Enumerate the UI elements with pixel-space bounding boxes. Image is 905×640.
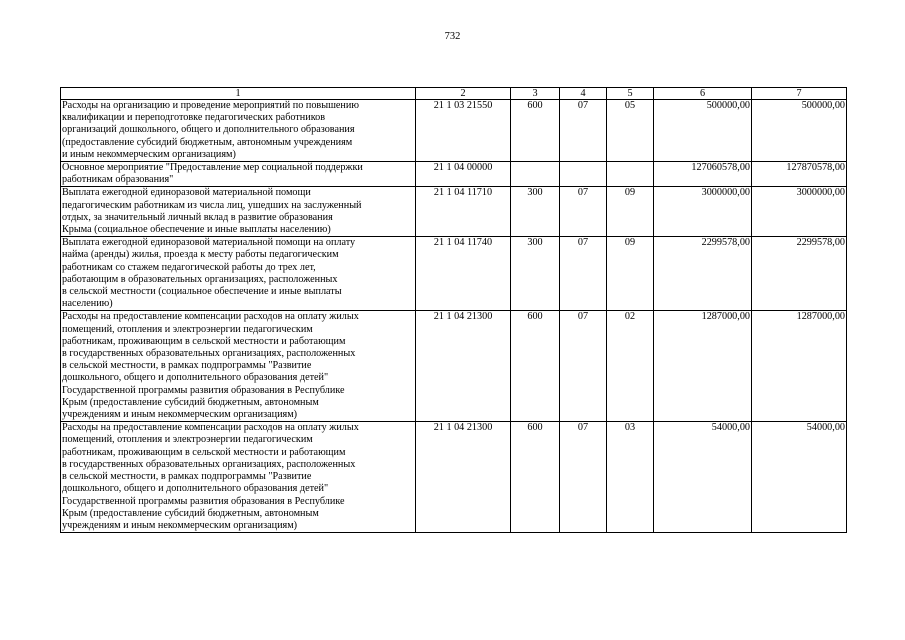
table-row	[61, 187, 847, 237]
row-sum-col6: 54000,00	[654, 422, 752, 533]
row-expense-type	[511, 162, 560, 187]
table-row	[61, 162, 847, 187]
row-sum-col6: 500000,00	[654, 100, 752, 162]
row-subsection: 09	[607, 187, 654, 237]
row-subsection: 02	[607, 311, 654, 422]
header-col-1: 1	[61, 88, 416, 100]
row-sum-col7: 54000,00	[752, 422, 847, 533]
row-sum-col7: 500000,00	[752, 100, 847, 162]
row-expense-type: 300	[511, 237, 560, 311]
row-subsection: 03	[607, 422, 654, 533]
row-sum-col6: 1287000,00	[654, 311, 752, 422]
table-row	[61, 422, 847, 533]
row-sum-col6: 3000000,00	[654, 187, 752, 237]
row-name: Выплата ежегодной единоразовой материальной помощи педагогическим работникам из числа лиц, ушедших на заслуженный отдых, за значительный личный вклад в развитие образования Крыма (социальное обеспечение и иные выплаты населению)	[61, 187, 416, 237]
budget-table	[60, 87, 847, 533]
row-name: Расходы на предоставление компенсации расходов на оплату жилых помещений, отопления и электроэнергии педагогическим работникам, проживающим в сельской местности и работающим в государственных образовательных организациях, расположенных в сельской местности, в рамках подпрограммы "Развитие дошкольного, общего и дополнительного образования детей" Государственной программы развития образования в Республике Крым (предоставление субсидий бюджетным, автономным учреждениям и иным некоммерческим организациям)	[61, 422, 416, 533]
row-code: 21 1 04 21300	[416, 311, 511, 422]
row-sum-col6: 127060578,00	[654, 162, 752, 187]
row-code: 21 1 03 21550	[416, 100, 511, 162]
row-sum-col7: 3000000,00	[752, 187, 847, 237]
header-col-6: 6	[654, 88, 752, 100]
row-expense-type: 600	[511, 311, 560, 422]
row-section: 07	[560, 187, 607, 237]
row-subsection: 05	[607, 100, 654, 162]
header-col-2: 2	[416, 88, 511, 100]
row-code: 21 1 04 21300	[416, 422, 511, 533]
row-code: 21 1 04 11710	[416, 187, 511, 237]
row-name: Расходы на организацию и проведение мероприятий по повышению квалификации и переподготовке педагогических работников организаций дошкольного, общего и дополнительного образования (предоставление субсидий бюджетным, автономным учреждениям и иным некоммерческим организациям)	[61, 100, 416, 162]
row-subsection	[607, 162, 654, 187]
row-section: 07	[560, 100, 607, 162]
header-col-7: 7	[752, 88, 847, 100]
header-row	[61, 88, 847, 100]
header-col-5: 5	[607, 88, 654, 100]
row-subsection: 09	[607, 237, 654, 311]
header-col-3: 3	[511, 88, 560, 100]
row-section: 07	[560, 311, 607, 422]
row-sum-col7: 127870578,00	[752, 162, 847, 187]
row-name: Основное мероприятие "Предоставление мер социальной поддержки работникам образования"	[61, 162, 416, 187]
table-row	[61, 100, 847, 162]
row-section	[560, 162, 607, 187]
row-expense-type: 600	[511, 100, 560, 162]
page-number: 732	[444, 31, 461, 42]
row-sum-col7: 2299578,00	[752, 237, 847, 311]
row-expense-type: 600	[511, 422, 560, 533]
table-row	[61, 311, 847, 422]
row-name: Выплата ежегодной единоразовой материальной помощи на оплату найма (аренды) жилья, проезда к месту работы педагогическим работникам со стажем педагогической работы до трех лет, работающим в образовательных организациях, расположенных в сельской местности (социальное обеспечение и иные выплаты населению)	[61, 237, 416, 311]
header-col-4: 4	[560, 88, 607, 100]
row-expense-type: 300	[511, 187, 560, 237]
table-row	[61, 237, 847, 311]
row-section: 07	[560, 237, 607, 311]
row-sum-col7: 1287000,00	[752, 311, 847, 422]
row-code: 21 1 04 11740	[416, 237, 511, 311]
row-code: 21 1 04 00000	[416, 162, 511, 187]
row-section: 07	[560, 422, 607, 533]
row-sum-col6: 2299578,00	[654, 237, 752, 311]
row-name: Расходы на предоставление компенсации расходов на оплату жилых помещений, отопления и электроэнергии педагогическим работникам, проживающим в сельской местности и работающим в государственных образовательных организациях, расположенных в сельской местности, в рамках подпрограммы "Развитие дошкольного, общего и дополнительного образования детей" Государственной программы развития образования в Республике Крым (предоставление субсидий бюджетным, автономным учреждениям и иным некоммерческим организациям)	[61, 311, 416, 422]
